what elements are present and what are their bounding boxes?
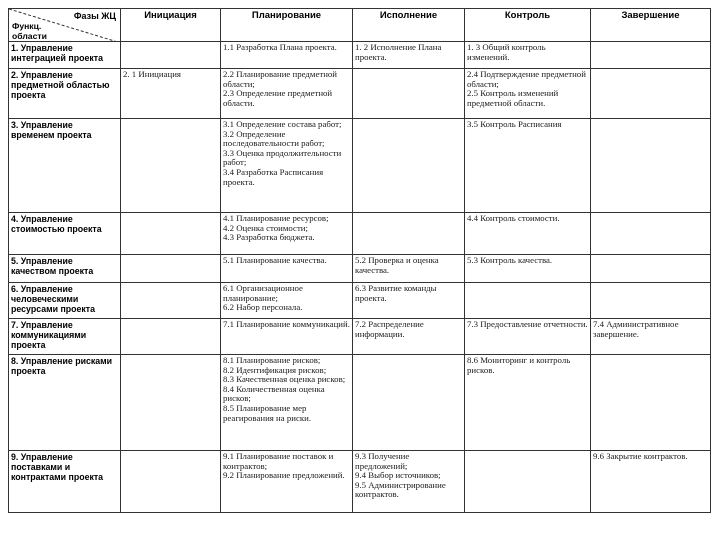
process-cell: 5.2 Проверка и оценка качества. [353, 255, 465, 283]
process-cell: 1.1 Разработка Плана проекта. [221, 42, 353, 69]
pm-process-table [8, 8, 711, 513]
area-label: 6. Управление человеческими ресурсами проекта [9, 283, 121, 319]
area-label: 4. Управление стоимостью проекта [9, 213, 121, 255]
table-row [9, 319, 711, 355]
phase-header-closing: Завершение [591, 9, 711, 42]
process-cell: 6.3 Развитие команды проекта. [353, 283, 465, 319]
process-cell: 8.6 Мониторинг и контроль рисков. [465, 355, 591, 451]
process-cell [121, 119, 221, 213]
process-cell [591, 69, 711, 119]
process-cell: 5.1 Планирование качества. [221, 255, 353, 283]
process-cell: 2.2 Планирование предметной области; 2.3 Определение предметной области. [221, 69, 353, 119]
process-cell: 4.4 Контроль стоимости. [465, 213, 591, 255]
process-cell: 2.4 Подтверждение предметной области; 2.5 Контроль изменений предметной области. [465, 69, 591, 119]
table-row [9, 283, 711, 319]
process-cell [591, 213, 711, 255]
phase-header-initiation: Инициация [121, 9, 221, 42]
table-row [9, 451, 711, 513]
process-cell [121, 451, 221, 513]
phase-header-planning: Планирование [221, 9, 353, 42]
area-label: 2. Управление предметной областью проекта [9, 69, 121, 119]
process-cell [353, 69, 465, 119]
process-cell: 9.6 Закрытие контрактов. [591, 451, 711, 513]
process-cell: 5.3 Контроль качества. [465, 255, 591, 283]
process-cell [121, 42, 221, 69]
process-cell [353, 119, 465, 213]
process-cell [465, 283, 591, 319]
process-cell [591, 42, 711, 69]
process-cell [465, 451, 591, 513]
table-row [9, 42, 711, 69]
process-cell [591, 119, 711, 213]
process-cell [121, 319, 221, 355]
process-cell: 7.4 Административное завершение. [591, 319, 711, 355]
table-row [9, 255, 711, 283]
process-cell [121, 355, 221, 451]
table-row [9, 213, 711, 255]
area-label: 1. Управление интеграцией проекта [9, 42, 121, 69]
header-row [9, 9, 711, 42]
process-cell: 4.1 Планирование ресурсов; 4.2 Оценка стоимости; 4.3 Разработка бюджета. [221, 213, 353, 255]
area-label: 5. Управление качеством проекта [9, 255, 121, 283]
table-row [9, 355, 711, 451]
phase-header-execution: Исполнение [353, 9, 465, 42]
area-label: 8. Управление рисками проекта [9, 355, 121, 451]
process-cell [353, 213, 465, 255]
area-label: 9. Управление поставками и контрактами проекта [9, 451, 121, 513]
process-cell: 3.5 Контроль Расписания [465, 119, 591, 213]
process-cell: 9.1 Планирование поставок и контрактов; 9.2 Планирование предложений. [221, 451, 353, 513]
area-label: 3. Управление временем проекта [9, 119, 121, 213]
process-cell: 9.3 Получение предложений; 9.4 Выбор источников; 9.5 Администрирование контрактов. [353, 451, 465, 513]
corner-phases-label: Фазы ЖЦ [73, 11, 116, 21]
process-cell [591, 255, 711, 283]
process-cell: 1. 2 Исполнение Плана проекта. [353, 42, 465, 69]
process-cell [353, 355, 465, 451]
process-cell: 7.2 Распределение информации. [353, 319, 465, 355]
phase-header-control: Контроль [465, 9, 591, 42]
area-label: 7. Управление коммуникациями проекта [9, 319, 121, 355]
pm-process-table-container [8, 8, 711, 513]
process-cell [121, 213, 221, 255]
process-cell: 1. 3 Общий контроль изменений. [465, 42, 591, 69]
table-row [9, 119, 711, 213]
process-cell [591, 355, 711, 451]
process-cell: 7.3 Предоставление отчетности. [465, 319, 591, 355]
process-cell: 8.1 Планирование рисков; 8.2 Идентификация рисков; 8.3 Качественная оценка рисков; 8.4 Количественная оценка рисков; 8.5 Планирование мер реагирования на риски. [221, 355, 353, 451]
process-cell [121, 283, 221, 319]
process-cell: 7.1 Планирование коммуникаций. [221, 319, 353, 355]
table-row [9, 69, 711, 119]
corner-areas-label: Функц. области [12, 21, 47, 41]
process-cell: 2. 1 Инициация [121, 69, 221, 119]
process-cell [591, 283, 711, 319]
process-cell: 6.1 Организационное планирование; 6.2 Набор персонала. [221, 283, 353, 319]
corner-cell [9, 9, 121, 42]
process-cell [121, 255, 221, 283]
process-cell: 3.1 Определение состава работ; 3.2 Определение последовательности работ; 3.3 Оценка продолжительности работ; 3.4 Разработка Расписания проекта. [221, 119, 353, 213]
